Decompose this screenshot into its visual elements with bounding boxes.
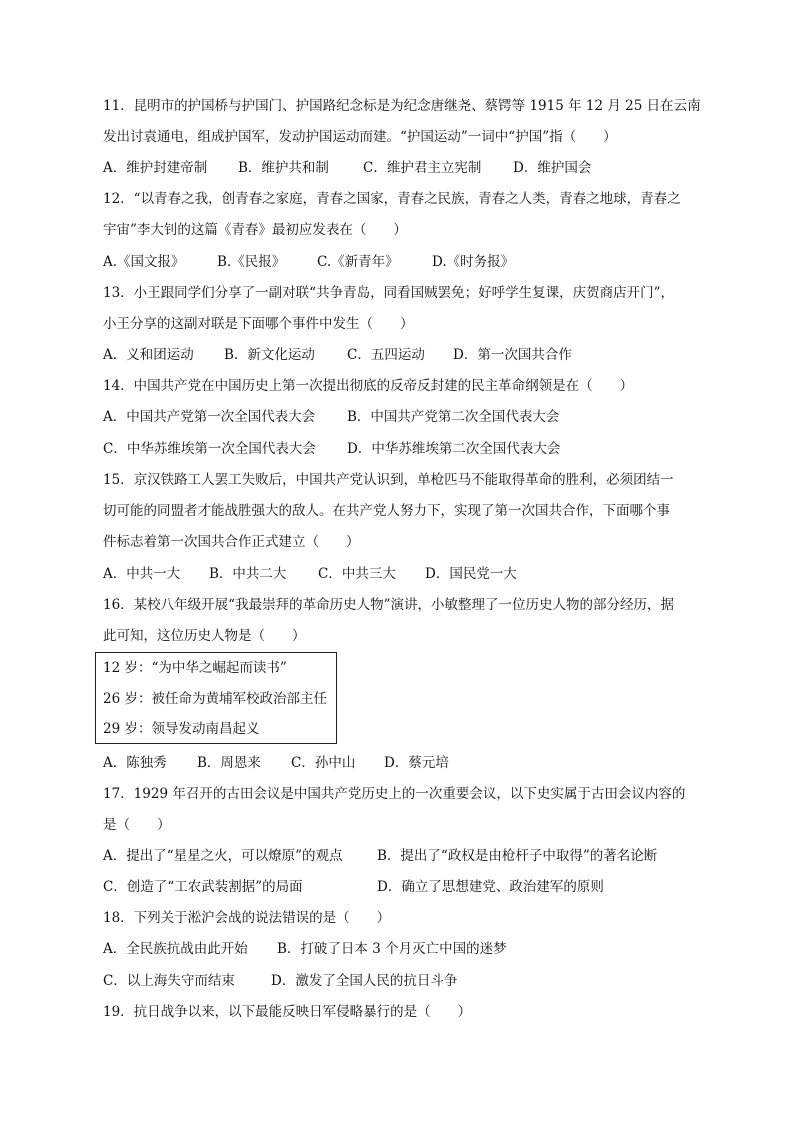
question-18-option-c[interactable]: C．以上海失守而结束	[103, 973, 235, 989]
question-15-line-3: 件标志着第一次国共合作正式建立（ ）	[103, 534, 360, 550]
question-13-option-c[interactable]: C．五四运动	[347, 347, 425, 363]
question-12-option-c[interactable]: C.《新青年》	[317, 254, 399, 270]
question-16-line-1: 16．某校八年级开展“我最崇拜的革命历史人物”演讲，小敏整理了一位历史人物的部分经历，据	[103, 597, 674, 613]
question-16-option-d[interactable]: D．蔡元培	[384, 755, 449, 771]
question-14-options-row-2	[103, 440, 560, 458]
question-15-option-b[interactable]: B．中共二大	[209, 566, 287, 582]
question-15-option-d[interactable]: D．国民党一大	[425, 566, 517, 582]
question-12-line-2: 宇宙”李大钊的这篇《青春》最初应发表在（ ）	[103, 222, 407, 238]
timeline-entry-age-29: 29 岁：领导发动南昌起义	[103, 721, 260, 737]
question-11-option-b[interactable]: B．维护共和制	[238, 160, 329, 176]
question-14-option-c[interactable]: C．中华苏维埃第一次全国代表大会	[103, 441, 316, 457]
question-15-option-a[interactable]: A．中共一大	[103, 566, 181, 582]
question-17-line-1: 17．1929 年召开的古田会议是中国共产党历史上的一次重要会议，以下史实属于古田会议内容的	[103, 786, 686, 802]
question-11-option-c[interactable]: C．维护君主立宪制	[363, 160, 482, 176]
question-13-line-1: 13．小王跟同学们分享了一副对联“共争青岛，同看国贼罢免；好呼学生复课，庆贺商店开门”，	[103, 285, 674, 301]
question-13-option-d[interactable]: D．第一次国共合作	[453, 347, 572, 363]
question-16-option-b[interactable]: B．周恩来	[197, 755, 261, 771]
question-18-options-row-2	[103, 972, 457, 990]
question-16-line-2: 此可知，这位历史人物是（ ）	[103, 628, 306, 644]
question-16-option-a[interactable]: A．陈独秀	[103, 755, 167, 771]
question-18-option-b[interactable]: B．打破了日本 3 个月灭亡中国的迷梦	[277, 941, 507, 957]
question-13-line-2: 小王分享的这副对联是下面哪个事件中发生（ ）	[103, 316, 414, 332]
question-12-options	[103, 253, 514, 271]
question-12-option-b[interactable]: B.《民报》	[217, 254, 286, 270]
question-15-options	[103, 565, 517, 583]
question-17-option-b[interactable]: B．提出了“政权是由枪杆子中取得”的著名论断	[377, 848, 658, 864]
biography-timeline-box	[95, 652, 337, 744]
question-17-options-row-1	[103, 847, 657, 865]
question-13-option-b[interactable]: B．新文化运动	[224, 347, 315, 363]
timeline-entry-age-26: 26 岁：被任命为黄埔军校政治部主任	[103, 691, 327, 707]
timeline-entry-age-12: 12 岁：“为中华之崛起而读书”	[103, 660, 287, 676]
question-17-option-a[interactable]: A．提出了“星星之火，可以燎原”的观点	[103, 848, 343, 864]
question-18-option-a[interactable]: A．全民族抗战由此开始	[103, 941, 248, 957]
question-18-option-d[interactable]: D．激发了全国人民的抗日斗争	[271, 973, 458, 989]
question-14-option-a[interactable]: A．中国共产党第一次全国代表大会	[103, 409, 316, 425]
question-13-options	[103, 346, 572, 364]
question-11-option-a[interactable]: A．维护封建帝制	[103, 160, 208, 176]
question-14-option-d[interactable]: D．中华苏维埃第二次全国代表大会	[347, 441, 561, 457]
question-18-line-1: 18．下列关于淞沪会战的说法错误的是（ ）	[103, 910, 391, 926]
question-14-line-1: 14．中国共产党在中国历史上第一次提出彻底的反帝反封建的民主革命纲领是在（ ）	[103, 378, 634, 394]
question-17-options-row-2	[103, 878, 604, 896]
question-14-option-b[interactable]: B．中国共产党第二次全国代表大会	[347, 409, 560, 425]
question-12-option-d[interactable]: D.《时务报》	[432, 254, 515, 270]
question-13-option-a[interactable]: A．义和团运动	[103, 347, 194, 363]
question-15-line-1: 15．京汉铁路工人罢工失败后，中国共产党认识到，单枪匹马不能取得革命的胜利，必须团结一	[103, 472, 674, 488]
question-19-line-1: 19．抗日战争以来，以下最能反映日军侵略暴行的是（ ）	[103, 1004, 472, 1020]
question-11-options	[103, 159, 591, 177]
question-17-option-d[interactable]: D．确立了思想建党、政治建军的原则	[377, 879, 604, 895]
question-18-options-row-1	[103, 940, 507, 958]
question-11-line-1: 11．昆明市的护国桥与护国门、护国路纪念标是为纪念唐继尧、蔡锷等 1915 年 12 月 25 日在云南	[103, 98, 701, 114]
question-16-options	[103, 754, 449, 772]
question-16-option-c[interactable]: C．孙中山	[291, 755, 356, 771]
question-11-line-2: 发出讨袁通电，组成护国军，发动护国运动而建。“护国运动”一词中“护国”指（ ）	[103, 129, 617, 145]
question-12-line-1: 12．“以青春之我，创青春之家庭，青春之国家，青春之民族，青春之人类，青春之地球，青春之	[103, 191, 681, 207]
question-17-option-c[interactable]: C．创造了“工农武装割据”的局面	[103, 879, 303, 895]
question-17-line-2: 是（ ）	[103, 817, 171, 833]
question-12-option-a[interactable]: A.《国文报》	[103, 254, 185, 270]
question-14-options-row-1	[103, 408, 559, 426]
question-11-option-d[interactable]: D．维护国会	[513, 160, 592, 176]
question-15-line-2: 切可能的同盟者才能战胜强大的敌人。在共产党人努力下，实现了第一次国共合作，下面哪个事	[103, 503, 670, 519]
question-15-option-c[interactable]: C．中共三大	[318, 566, 396, 582]
